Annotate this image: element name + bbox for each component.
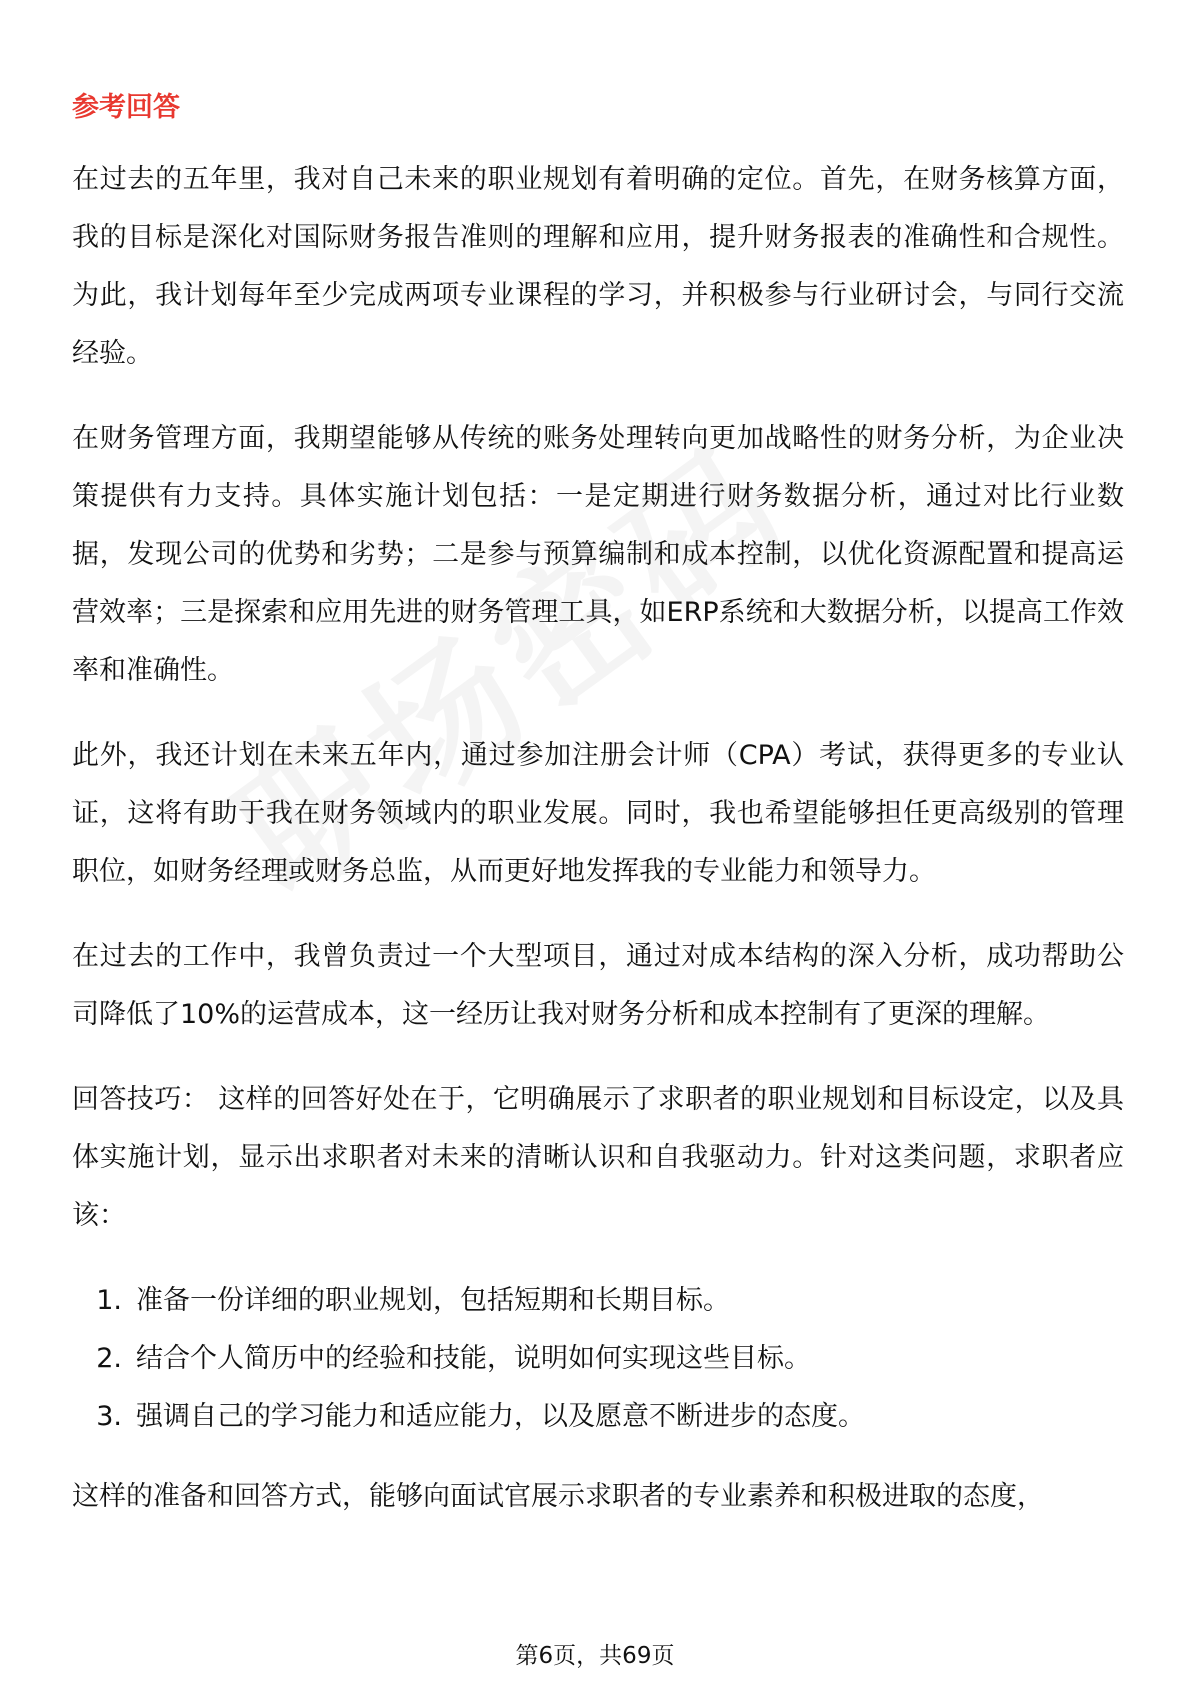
list-item-number: 3. [96, 1401, 122, 1432]
tips-list [72, 1272, 1124, 1446]
paragraph-past-experience: 在过去的工作中，我曾负责过一个大型项目，通过对成本结构的深入分析，成功帮助公司降低了10%的运营成本，这一经历让我对财务分析和成本控制有了更深的理解。 [72, 941, 1124, 1030]
page-content [72, 88, 1124, 1553]
paragraph-financial-management: 在财务管理方面，我期望能够从传统的账务处理转向更加战略性的财务分析，为企业决策提供有力支持。具体实施计划包括：一是定期进行财务数据分析，通过对比行业数据，发现公司的优势和劣势；二是参与预算编制和成本控制，以优化资源配置和提高运营效率；三是探索和应用先进的财务管理工具，如ERP系统和大数据分析，以提高工作效率和准确性。 [72, 423, 1124, 686]
list-item [72, 1272, 1124, 1330]
list-item-number: 1. [96, 1285, 122, 1316]
list-item-text: 强调自己的学习能力和适应能力，以及愿意不断进步的态度。 [136, 1401, 865, 1432]
list-item [72, 1388, 1124, 1446]
paragraph-answer-tips: 回答技巧： 这样的回答好处在于，它明确展示了求职者的职业规划和目标设定，以及具体实施计划，显示出求职者对未来的清晰认识和自我驱动力。针对这类问题，求职者应该： [72, 1084, 1124, 1231]
paragraph-certification: 此外，我还计划在未来五年内，通过参加注册会计师（CPA）考试，获得更多的专业认证，这将有助于我在财务领域内的职业发展。同时，我也希望能够担任更高级别的管理职位，如财务经理或财务总监，从而更好地发挥我的专业能力和领导力。 [72, 740, 1124, 887]
list-item-text: 结合个人简历中的经验和技能，说明如何实现这些目标。 [136, 1343, 811, 1374]
list-item [72, 1330, 1124, 1388]
list-item-number: 2. [96, 1343, 122, 1374]
paragraph-closing: 这样的准备和回答方式，能够向面试官展示求职者的专业素养和积极进取的态度， [72, 1481, 1044, 1512]
paragraph-career-plan: 在过去的五年里，我对自己未来的职业规划有着明确的定位。首先，在财务核算方面，我的目标是深化对国际财务报告准则的理解和应用，提升财务报表的准确性和合规性。为此，我计划每年至少完成两项专业课程的学习，并积极参与行业研讨会，与同行交流经验。 [72, 164, 1124, 369]
page-number-footer: 第6页，共69页 [515, 1643, 675, 1669]
list-item-text: 准备一份详细的职业规划，包括短期和长期目标。 [136, 1285, 730, 1316]
section-heading: 参考回答 [72, 92, 180, 123]
